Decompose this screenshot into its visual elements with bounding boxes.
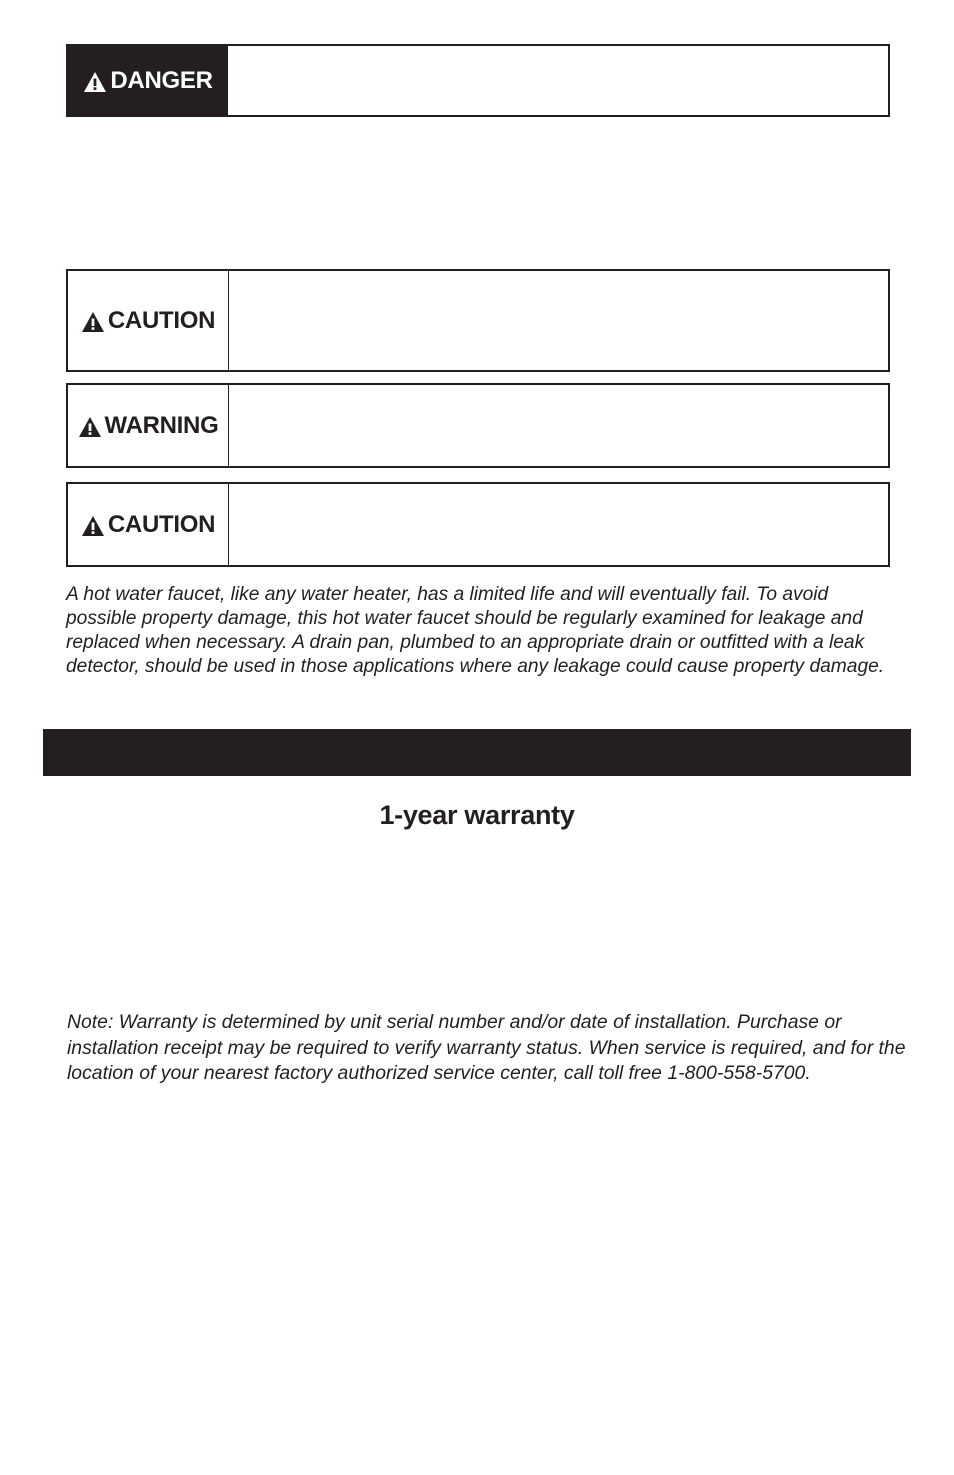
danger-alert-body <box>228 46 888 115</box>
warranty-heading: 1-year warranty <box>379 800 575 830</box>
warning-alert-body <box>229 385 888 466</box>
faucet-note-paragraph: A hot water faucet, like any water heater, has a limited life and will eventually fail. To avoid possible property damage, this hot water faucet should be regularly examined for leakage and replaced when necessary. A drain pan, plumbed to an appropriate drain or outfitted with a leak detector, should be used in those applications where any leakage could cause property damage. <box>66 584 885 677</box>
warning-triangle-icon <box>81 515 105 537</box>
warning-alert-box <box>66 383 890 468</box>
caution-alert-box <box>66 482 890 567</box>
danger-alert-box <box>66 44 890 117</box>
caution-label <box>68 484 229 565</box>
section-header-bar <box>43 729 911 776</box>
warning-triangle-icon <box>78 416 102 438</box>
warning-triangle-icon <box>83 71 107 93</box>
caution-label-text: CAUTION <box>107 510 216 538</box>
warranty-note-paragraph: Note: Warranty is determined by unit serial number and/or date of installation. Purchase or installation receipt may be required to verify warranty status. When service is required, and for the location of your nearest factory authorized service center, call toll free 1-800-558-5700. <box>67 1011 906 1084</box>
caution-alert-body <box>229 484 888 565</box>
caution-label <box>68 271 229 370</box>
caution-alert-box <box>66 269 890 372</box>
caution-label-text: CAUTION <box>107 306 216 334</box>
warning-label <box>68 385 229 466</box>
danger-label <box>68 46 228 115</box>
danger-label-text: DANGER <box>110 66 213 94</box>
warning-triangle-icon <box>81 311 105 333</box>
warning-label-text: WARNING <box>104 411 219 439</box>
caution-alert-body <box>229 271 888 370</box>
